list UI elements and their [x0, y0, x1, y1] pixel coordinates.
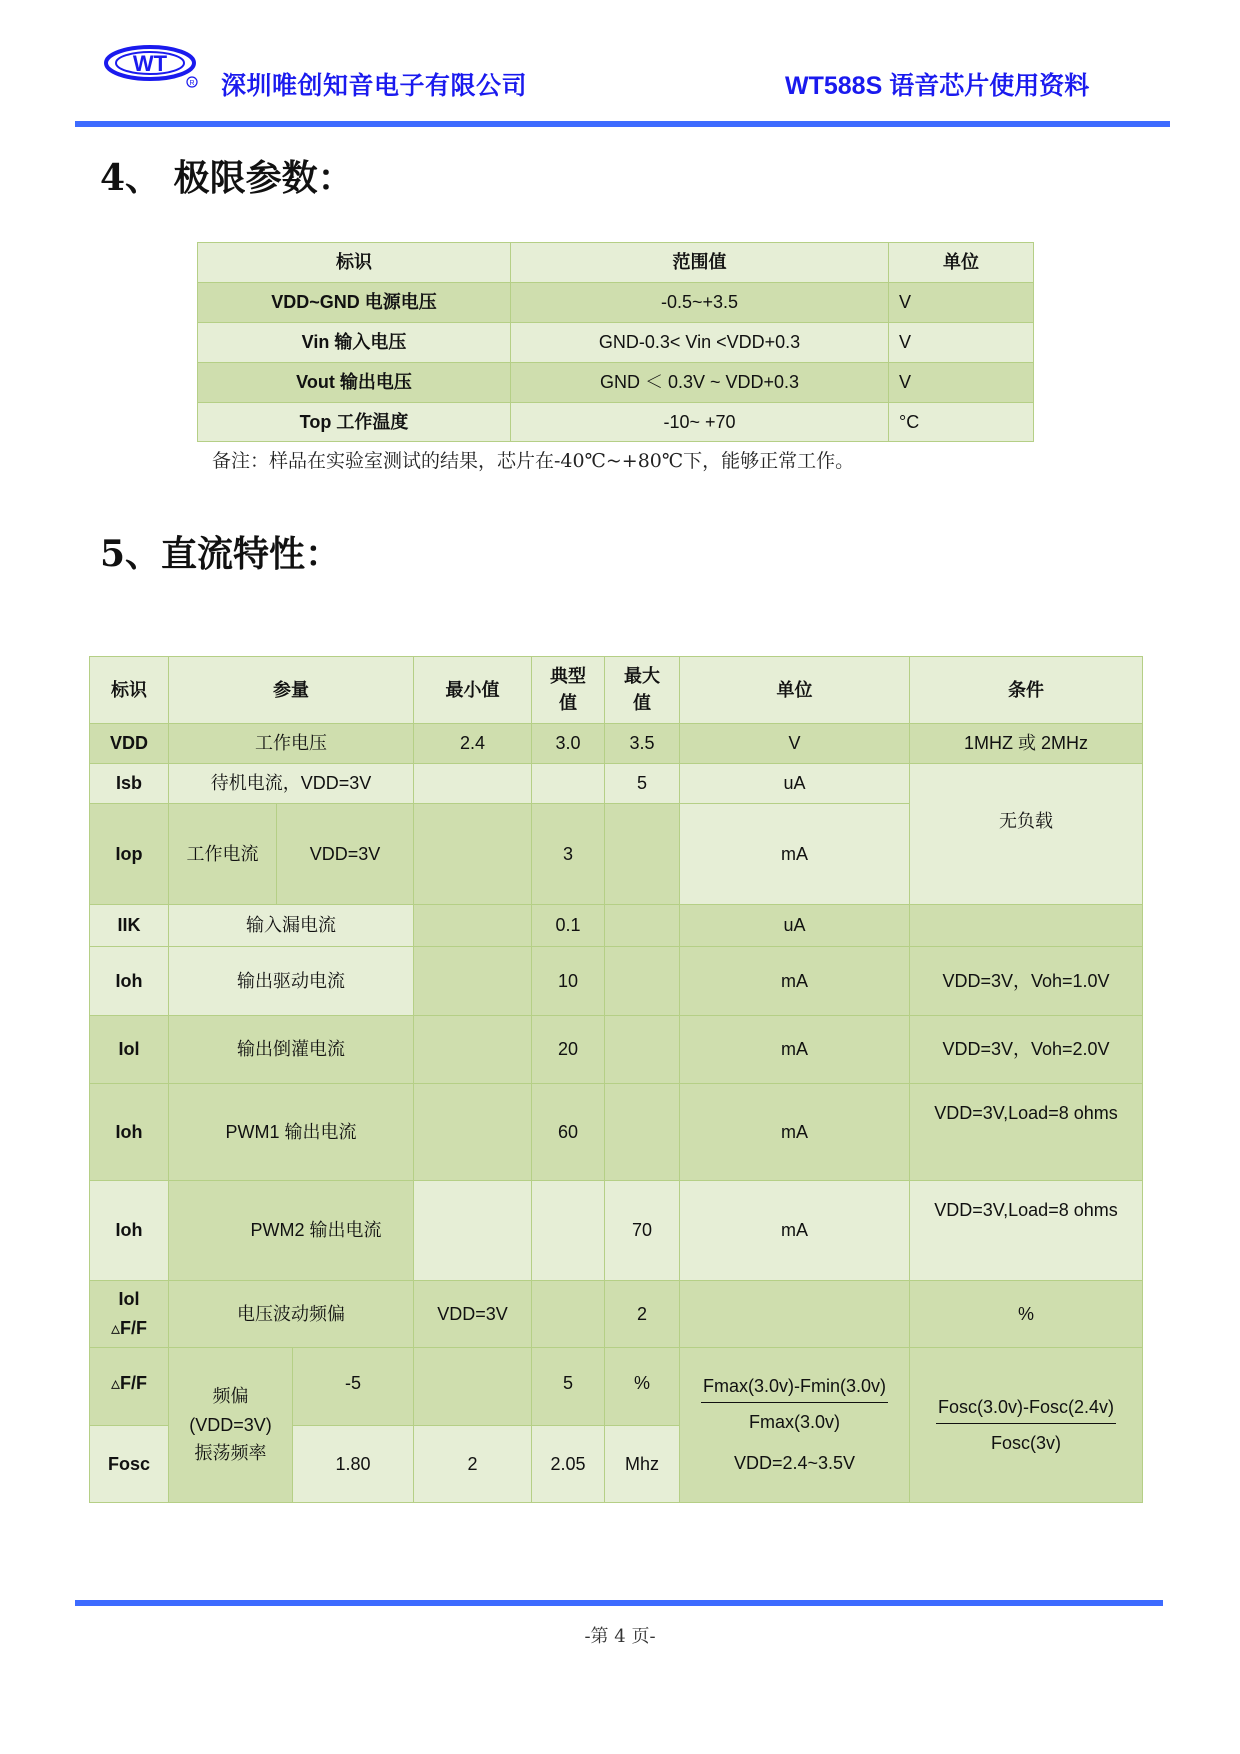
header-typ-line1: 典型	[550, 666, 586, 686]
cell-unit: uA	[679, 763, 910, 804]
cell-unit: mA	[679, 803, 910, 905]
cell-param: PWM2 输出电流	[168, 1180, 414, 1281]
cell-typ: 3.0	[531, 723, 605, 764]
cell-symbol: Iol	[89, 1015, 169, 1084]
header-param: 参量	[168, 656, 414, 724]
cell-symbol: Ioh	[89, 1083, 169, 1181]
cell-symbol: VDD	[89, 723, 169, 764]
header-max-line2: 值	[633, 693, 651, 713]
cell-param: PWM1 输出电流	[168, 1083, 414, 1181]
header-max	[604, 656, 680, 724]
header-condition: 条件	[909, 656, 1143, 724]
header-unit: 单位	[679, 656, 910, 724]
cell-min	[413, 763, 532, 804]
cell-typ: 3	[531, 803, 605, 905]
page-number: -第 4 页-	[584, 1626, 656, 1647]
symbol-line2: ▵F/F	[110, 1318, 148, 1338]
cell-unit: uA	[679, 904, 910, 947]
table-cell-unit: °C	[888, 402, 1034, 442]
formula-fraction	[701, 1373, 888, 1436]
formula-range: VDD=2.4~3.5V	[733, 1453, 856, 1473]
footer-divider	[75, 1600, 1163, 1606]
cell-typ	[531, 763, 605, 804]
cell-min	[413, 1015, 532, 1084]
cell-symbol: ▵F/F	[89, 1347, 169, 1426]
cell-max	[604, 1083, 680, 1181]
table-cell-range: -0.5~+3.5	[510, 282, 889, 323]
cell-param: 电压波动频偏	[168, 1280, 414, 1348]
cell-max: 2	[604, 1280, 680, 1348]
section-5-title: 5、直流特性：	[100, 533, 342, 575]
header-unit: 单位	[888, 242, 1034, 283]
cell-unit: %	[604, 1347, 680, 1426]
table-cell-unit: V	[888, 282, 1034, 323]
cell-param: 工作电压	[168, 723, 414, 764]
cell-symbol: Isb	[89, 763, 169, 804]
header-divider	[75, 121, 1170, 127]
cell-min	[413, 946, 532, 1016]
cell-param: 工作电流	[168, 803, 277, 905]
cell-min: -5	[292, 1347, 414, 1426]
document-title: WT588S 语音芯片使用资料	[785, 72, 1090, 100]
cell-typ	[413, 1347, 532, 1426]
cell-max	[604, 1015, 680, 1084]
cell-symbol: Fosc	[89, 1425, 169, 1503]
cell-condition	[909, 904, 1143, 947]
cell-max	[604, 803, 680, 905]
header-max-line1: 最大	[624, 666, 660, 686]
cell-param: 输出倒灌电流	[168, 1015, 414, 1084]
cell-unit: Mhz	[604, 1425, 680, 1503]
cell-unit: mA	[679, 1180, 910, 1281]
cell-condition: VDD=3V，Voh=1.0V	[909, 946, 1143, 1016]
svg-text:WT: WT	[132, 51, 168, 76]
cell-condition: %	[909, 1280, 1143, 1348]
cell-symbol: Ioh	[89, 1180, 169, 1281]
cell-min	[413, 803, 532, 905]
param-line1: 频偏	[212, 1385, 249, 1406]
cell-symbol: Iop	[89, 803, 169, 905]
formula-numerator: Fmax(3.0v)-Fmin(3.0v)	[701, 1373, 888, 1403]
cell-typ: 60	[531, 1083, 605, 1181]
table-cell-range: -10~ +70	[510, 402, 889, 442]
cell-symbol	[89, 1280, 169, 1348]
cell-max: 3.5	[604, 723, 680, 764]
header-symbol: 标识	[89, 656, 169, 724]
cell-unit: mA	[679, 946, 910, 1016]
cell-min: VDD=3V	[413, 1280, 532, 1348]
cell-condition: 1MHZ 或 2MHz	[909, 723, 1143, 764]
header-min: 最小值	[413, 656, 532, 724]
cell-unit: mA	[679, 1083, 910, 1181]
cell-typ: 2	[413, 1425, 532, 1503]
cell-condition-no-load: 无负载	[909, 763, 1143, 905]
cell-min: 2.4	[413, 723, 532, 764]
cell-min	[413, 904, 532, 947]
wt-logo	[104, 44, 200, 90]
cell-typ: 20	[531, 1015, 605, 1084]
formula-numerator: Fosc(3.0v)-Fosc(2.4v)	[936, 1394, 1116, 1424]
formula-denominator: Fmax(3.0v)	[748, 1412, 840, 1432]
table-cell-range: GND ＜ 0.3V ~ VDD+0.3	[510, 362, 889, 403]
table-cell-symbol: VDD~GND 电源电压	[197, 282, 511, 323]
cell-param-condition: VDD=3V	[276, 803, 414, 905]
company-name: 深圳唯创知音电子有限公司	[221, 72, 528, 100]
table-cell-range: GND-0.3< Vin <VDD+0.3	[510, 322, 889, 363]
cell-min: 1.80	[292, 1425, 414, 1503]
header-symbol: 标识	[197, 242, 511, 283]
cell-typ: 0.1	[531, 904, 605, 947]
cell-condition: VDD=3V，Voh=2.0V	[909, 1015, 1143, 1084]
cell-max	[604, 946, 680, 1016]
table-cell-unit: V	[888, 362, 1034, 403]
cell-min	[413, 1083, 532, 1181]
limits-note: 备注：样品在实验室测试的结果，芯片在-40℃~+80℃下，能够正常工作。	[212, 450, 855, 472]
cell-max: 5	[604, 763, 680, 804]
cell-min	[413, 1180, 532, 1281]
table-cell-unit: V	[888, 322, 1034, 363]
table-cell-symbol: Vin 输入电压	[197, 322, 511, 363]
cell-max	[604, 904, 680, 947]
section-4-title: 4、 极限参数：	[100, 157, 354, 199]
table-cell-symbol: Top 工作温度	[197, 402, 511, 442]
param-line3: 振荡频率	[194, 1443, 267, 1464]
cell-max: 5	[531, 1347, 605, 1426]
cell-typ	[531, 1280, 605, 1348]
symbol-line1: Iol	[118, 1289, 140, 1310]
table-cell-symbol: Vout 输出电压	[197, 362, 511, 403]
cell-max: 2.05	[531, 1425, 605, 1503]
formula-fraction	[936, 1394, 1116, 1457]
cell-unit: mA	[679, 1015, 910, 1084]
param-line2: (VDD=3V)	[189, 1414, 272, 1435]
cell-symbol: Ioh	[89, 946, 169, 1016]
cell-formula-fosc	[909, 1347, 1143, 1503]
formula-denominator: Fosc(3v)	[990, 1432, 1061, 1453]
cell-formula-deviation	[679, 1347, 910, 1503]
cell-unit	[679, 1280, 910, 1348]
header-range: 范围值	[510, 242, 889, 283]
cell-max: 70	[604, 1180, 680, 1281]
cell-symbol: IIK	[89, 904, 169, 947]
cell-param: 输入漏电流	[168, 904, 414, 947]
cell-typ	[531, 1180, 605, 1281]
cell-param	[168, 1347, 293, 1503]
header-typ-line2: 值	[559, 693, 577, 713]
cell-condition: VDD=3V,Load=8 ohms	[909, 1180, 1143, 1281]
cell-condition: VDD=3V,Load=8 ohms	[909, 1083, 1143, 1181]
cell-param: 输出驱动电流	[168, 946, 414, 1016]
header-typ	[531, 656, 605, 724]
cell-typ: 10	[531, 946, 605, 1016]
cell-param: 待机电流，VDD=3V	[168, 763, 414, 804]
svg-text:R: R	[189, 80, 195, 87]
cell-unit: V	[679, 723, 910, 764]
